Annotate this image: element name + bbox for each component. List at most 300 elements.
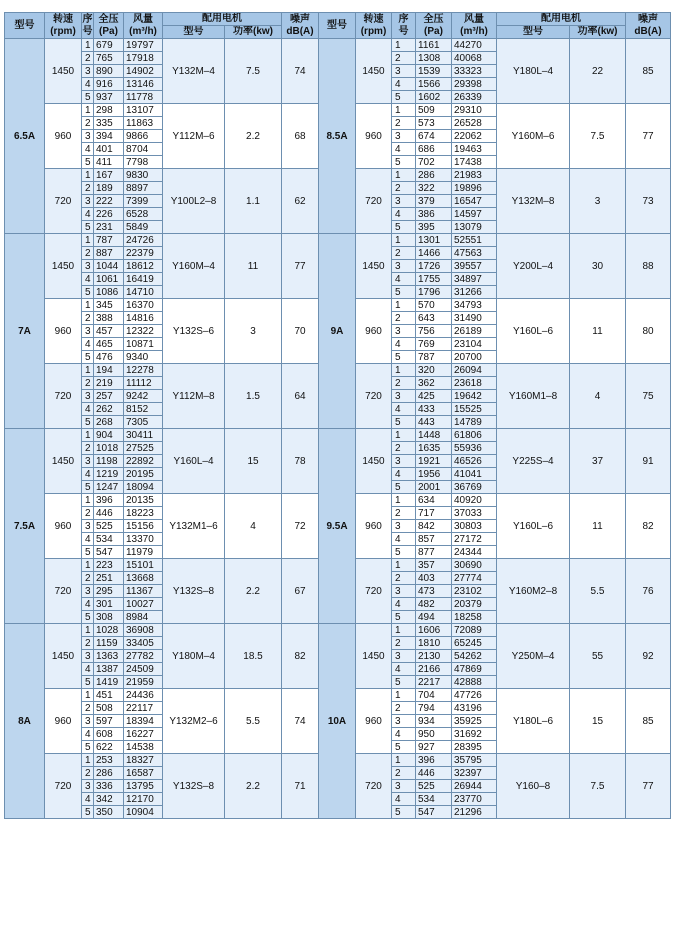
header-motor-model-right: 型号 [497, 26, 570, 39]
flow-m3h: 13107 [124, 104, 163, 117]
row-number: 4 [392, 793, 416, 806]
flow-m3h: 8704 [124, 143, 163, 156]
flow-m3h: 12170 [124, 793, 163, 806]
pressure-pa: 634 [416, 494, 452, 507]
pressure-pa: 717 [416, 507, 452, 520]
speed-rpm: 1450 [45, 39, 82, 104]
motor-model: Y200L–4 [497, 234, 570, 299]
flow-m3h: 31266 [452, 286, 497, 299]
pressure-pa: 443 [416, 416, 452, 429]
noise-db: 88 [626, 234, 671, 299]
row-number: 5 [82, 741, 94, 754]
flow-m3h: 46526 [452, 455, 497, 468]
pressure-pa: 877 [416, 546, 452, 559]
row-number: 1 [82, 559, 94, 572]
row-number: 5 [392, 676, 416, 689]
row-number: 1 [82, 299, 94, 312]
noise-db: 73 [626, 169, 671, 234]
flow-m3h: 16370 [124, 299, 163, 312]
pressure-pa: 1419 [94, 676, 124, 689]
motor-power: 22 [570, 39, 626, 104]
row-number: 2 [82, 637, 94, 650]
motor-model: Y160L–6 [497, 494, 570, 559]
noise-db: 62 [282, 169, 319, 234]
pressure-pa: 482 [416, 598, 452, 611]
flow-m3h: 14789 [452, 416, 497, 429]
table-row [5, 234, 671, 247]
flow-m3h: 29310 [452, 104, 497, 117]
flow-m3h: 18258 [452, 611, 497, 624]
row-number: 4 [82, 403, 94, 416]
flow-m3h: 9340 [124, 351, 163, 364]
flow-m3h: 18612 [124, 260, 163, 273]
motor-power: 7.5 [570, 104, 626, 169]
flow-m3h: 24344 [452, 546, 497, 559]
flow-m3h: 17918 [124, 52, 163, 65]
pressure-pa: 395 [416, 221, 452, 234]
motor-power: 37 [570, 429, 626, 494]
pressure-pa: 794 [416, 702, 452, 715]
flow-m3h: 8152 [124, 403, 163, 416]
row-number: 1 [392, 624, 416, 637]
flow-m3h: 13668 [124, 572, 163, 585]
flow-m3h: 18094 [124, 481, 163, 494]
header-seq-label: 序 [82, 13, 93, 25]
header-motor-model: 型号 [163, 26, 225, 39]
row-number: 4 [392, 598, 416, 611]
row-number: 2 [82, 767, 94, 780]
header-flow-label: 风量 [133, 13, 153, 25]
speed-rpm: 1450 [356, 429, 392, 494]
pressure-pa: 394 [94, 130, 124, 143]
row-number: 2 [82, 377, 94, 390]
flow-m3h: 33405 [124, 637, 163, 650]
pressure-pa: 286 [416, 169, 452, 182]
row-number: 4 [392, 403, 416, 416]
flow-m3h: 9830 [124, 169, 163, 182]
speed-rpm: 960 [356, 299, 392, 364]
header-seq-label: 序 [398, 13, 409, 25]
row-number: 4 [392, 533, 416, 546]
row-number: 2 [392, 442, 416, 455]
pressure-pa: 1247 [94, 481, 124, 494]
speed-rpm: 960 [45, 299, 82, 364]
header-pressure-unit: (Pa) [424, 25, 443, 37]
pressure-pa: 465 [94, 338, 124, 351]
flow-m3h: 12322 [124, 325, 163, 338]
flow-m3h: 30411 [124, 429, 163, 442]
header-motor-right: 配用电机 [497, 13, 626, 26]
header-seq-right [392, 13, 416, 39]
pressure-pa: 189 [94, 182, 124, 195]
pressure-pa: 1018 [94, 442, 124, 455]
row-number: 1 [392, 364, 416, 377]
noise-db: 85 [626, 689, 671, 754]
pressure-pa: 308 [94, 611, 124, 624]
flow-m3h: 26339 [452, 91, 497, 104]
fan-model: 6.5A [5, 39, 45, 234]
row-number: 3 [82, 325, 94, 338]
pressure-pa: 336 [94, 780, 124, 793]
pressure-pa: 622 [94, 741, 124, 754]
row-number: 4 [82, 468, 94, 481]
row-number: 1 [392, 559, 416, 572]
pressure-pa: 350 [94, 806, 124, 819]
flow-m3h: 9242 [124, 390, 163, 403]
flow-m3h: 37033 [452, 507, 497, 520]
pressure-pa: 842 [416, 520, 452, 533]
header-seq-label-2: 号 [398, 25, 409, 37]
motor-model: Y112M–8 [163, 364, 225, 429]
row-number: 3 [82, 260, 94, 273]
flow-m3h: 7399 [124, 195, 163, 208]
row-number: 4 [82, 663, 94, 676]
flow-m3h: 47869 [452, 663, 497, 676]
row-number: 3 [392, 65, 416, 78]
pressure-pa: 1539 [416, 65, 452, 78]
flow-m3h: 13795 [124, 780, 163, 793]
pressure-pa: 534 [94, 533, 124, 546]
header-model-right: 型号 [319, 13, 356, 39]
flow-m3h: 19642 [452, 390, 497, 403]
pressure-pa: 927 [416, 741, 452, 754]
row-number: 4 [392, 338, 416, 351]
flow-m3h: 30690 [452, 559, 497, 572]
noise-db: 82 [282, 624, 319, 689]
pressure-pa: 322 [416, 182, 452, 195]
noise-db: 74 [282, 39, 319, 104]
flow-m3h: 52551 [452, 234, 497, 247]
pressure-pa: 1448 [416, 429, 452, 442]
header-flow-unit: (m³/h) [460, 25, 488, 37]
pressure-pa: 1726 [416, 260, 452, 273]
flow-m3h: 54262 [452, 650, 497, 663]
flow-m3h: 19896 [452, 182, 497, 195]
row-number: 2 [392, 767, 416, 780]
row-number: 5 [82, 611, 94, 624]
table-row [5, 39, 671, 52]
motor-power: 4 [225, 494, 282, 559]
pressure-pa: 686 [416, 143, 452, 156]
pressure-pa: 608 [94, 728, 124, 741]
motor-power: 15 [225, 429, 282, 494]
row-number: 5 [392, 156, 416, 169]
pressure-pa: 1606 [416, 624, 452, 637]
header-speed-unit: (rpm) [50, 25, 76, 37]
flow-m3h: 47726 [452, 689, 497, 702]
motor-power: 55 [570, 624, 626, 689]
pressure-pa: 262 [94, 403, 124, 416]
motor-model: Y250M–4 [497, 624, 570, 689]
row-number: 1 [392, 169, 416, 182]
header-flow-unit: (m³/h) [129, 25, 157, 37]
flow-m3h: 44270 [452, 39, 497, 52]
pressure-pa: 1363 [94, 650, 124, 663]
flow-m3h: 39557 [452, 260, 497, 273]
pressure-pa: 1198 [94, 455, 124, 468]
speed-rpm: 960 [45, 494, 82, 559]
row-number: 1 [392, 234, 416, 247]
pressure-pa: 508 [94, 702, 124, 715]
row-number: 4 [82, 598, 94, 611]
noise-db: 82 [626, 494, 671, 559]
pressure-pa: 301 [94, 598, 124, 611]
row-number: 4 [392, 208, 416, 221]
flow-m3h: 15156 [124, 520, 163, 533]
row-number: 5 [392, 416, 416, 429]
row-number: 4 [82, 338, 94, 351]
pressure-pa: 1028 [94, 624, 124, 637]
fan-model: 10A [319, 624, 356, 819]
flow-m3h: 72089 [452, 624, 497, 637]
flow-m3h: 10904 [124, 806, 163, 819]
row-number: 3 [82, 130, 94, 143]
row-number: 2 [82, 117, 94, 130]
noise-db: 72 [282, 494, 319, 559]
pressure-pa: 570 [416, 299, 452, 312]
pressure-pa: 286 [94, 767, 124, 780]
row-number: 3 [392, 715, 416, 728]
flow-m3h: 27172 [452, 533, 497, 546]
speed-rpm: 960 [356, 494, 392, 559]
pressure-pa: 2130 [416, 650, 452, 663]
motor-model: Y132M–8 [497, 169, 570, 234]
pressure-pa: 2001 [416, 481, 452, 494]
pressure-pa: 934 [416, 715, 452, 728]
flow-m3h: 11367 [124, 585, 163, 598]
row-number: 3 [392, 520, 416, 533]
pressure-pa: 446 [416, 767, 452, 780]
pressure-pa: 1602 [416, 91, 452, 104]
header-seq [82, 13, 94, 39]
row-number: 4 [392, 663, 416, 676]
pressure-pa: 1044 [94, 260, 124, 273]
row-number: 5 [392, 806, 416, 819]
pressure-pa: 362 [416, 377, 452, 390]
row-number: 3 [82, 390, 94, 403]
flow-m3h: 35795 [452, 754, 497, 767]
noise-db: 76 [626, 559, 671, 624]
speed-rpm: 960 [45, 104, 82, 169]
pressure-pa: 887 [94, 247, 124, 260]
speed-rpm: 1450 [45, 624, 82, 689]
row-number: 4 [392, 468, 416, 481]
row-number: 1 [82, 429, 94, 442]
flow-m3h: 55936 [452, 442, 497, 455]
row-number: 1 [82, 494, 94, 507]
row-number: 3 [392, 130, 416, 143]
motor-power: 11 [570, 299, 626, 364]
pressure-pa: 342 [94, 793, 124, 806]
motor-power: 3 [225, 299, 282, 364]
row-number: 2 [82, 247, 94, 260]
flow-m3h: 61806 [452, 429, 497, 442]
header-power-right: 功率(kw) [570, 26, 626, 39]
row-number: 2 [82, 572, 94, 585]
row-number: 4 [82, 208, 94, 221]
pressure-pa: 756 [416, 325, 452, 338]
flow-m3h: 15101 [124, 559, 163, 572]
row-number: 5 [392, 546, 416, 559]
row-number: 5 [82, 676, 94, 689]
row-number: 5 [82, 91, 94, 104]
speed-rpm: 1450 [45, 234, 82, 299]
flow-m3h: 16419 [124, 273, 163, 286]
pressure-pa: 1086 [94, 286, 124, 299]
flow-m3h: 40068 [452, 52, 497, 65]
pressure-pa: 890 [94, 65, 124, 78]
motor-power: 5.5 [225, 689, 282, 754]
flow-m3h: 10871 [124, 338, 163, 351]
pressure-pa: 1566 [416, 78, 452, 91]
noise-db: 75 [626, 364, 671, 429]
pressure-pa: 1161 [416, 39, 452, 52]
speed-rpm: 1450 [45, 429, 82, 494]
row-number: 5 [392, 286, 416, 299]
pressure-pa: 335 [94, 117, 124, 130]
motor-power: 1.1 [225, 169, 282, 234]
row-number: 1 [392, 39, 416, 52]
header-pressure-right [416, 13, 452, 39]
flow-m3h: 20135 [124, 494, 163, 507]
flow-m3h: 47563 [452, 247, 497, 260]
row-number: 5 [82, 806, 94, 819]
noise-db: 74 [282, 689, 319, 754]
pressure-pa: 253 [94, 754, 124, 767]
row-number: 4 [392, 728, 416, 741]
pressure-pa: 547 [94, 546, 124, 559]
header-power: 功率(kw) [225, 26, 282, 39]
speed-rpm: 720 [356, 559, 392, 624]
fan-model: 7A [5, 234, 45, 429]
pressure-pa: 268 [94, 416, 124, 429]
flow-m3h: 33323 [452, 65, 497, 78]
pressure-pa: 1755 [416, 273, 452, 286]
flow-m3h: 34793 [452, 299, 497, 312]
flow-m3h: 40920 [452, 494, 497, 507]
flow-m3h: 27525 [124, 442, 163, 455]
pressure-pa: 167 [94, 169, 124, 182]
pressure-pa: 231 [94, 221, 124, 234]
flow-m3h: 31490 [452, 312, 497, 325]
pressure-pa: 357 [416, 559, 452, 572]
pressure-pa: 1159 [94, 637, 124, 650]
row-number: 5 [82, 416, 94, 429]
row-number: 2 [82, 442, 94, 455]
speed-rpm: 720 [356, 169, 392, 234]
flow-m3h: 22892 [124, 455, 163, 468]
row-number: 1 [82, 234, 94, 247]
motor-model: Y112M–6 [163, 104, 225, 169]
header-noise-unit: dB(A) [634, 25, 662, 37]
motor-model: Y132M–4 [163, 39, 225, 104]
motor-power: 11 [225, 234, 282, 299]
flow-m3h: 13146 [124, 78, 163, 91]
flow-m3h: 23104 [452, 338, 497, 351]
flow-m3h: 34897 [452, 273, 497, 286]
noise-db: 64 [282, 364, 319, 429]
motor-power: 3 [570, 169, 626, 234]
motor-model: Y132S–8 [163, 754, 225, 819]
pressure-pa: 547 [416, 806, 452, 819]
row-number: 4 [82, 273, 94, 286]
flow-m3h: 27774 [452, 572, 497, 585]
pressure-pa: 298 [94, 104, 124, 117]
header-speed [45, 13, 82, 39]
header-noise-label: 噪声 [290, 13, 310, 25]
header-model: 型号 [5, 13, 45, 39]
pressure-pa: 509 [416, 104, 452, 117]
row-number: 3 [392, 260, 416, 273]
pressure-pa: 1061 [94, 273, 124, 286]
pressure-pa: 787 [416, 351, 452, 364]
flow-m3h: 16547 [452, 195, 497, 208]
pressure-pa: 411 [94, 156, 124, 169]
fan-model: 8.5A [319, 39, 356, 234]
flow-m3h: 14597 [452, 208, 497, 221]
flow-m3h: 6528 [124, 208, 163, 221]
flow-m3h: 26189 [452, 325, 497, 338]
pressure-pa: 1921 [416, 455, 452, 468]
motor-model: Y132S–6 [163, 299, 225, 364]
row-number: 3 [82, 455, 94, 468]
header-noise [282, 13, 319, 39]
row-number: 3 [82, 65, 94, 78]
noise-db: 68 [282, 104, 319, 169]
motor-power: 2.2 [225, 104, 282, 169]
noise-db: 92 [626, 624, 671, 689]
noise-db: 78 [282, 429, 319, 494]
row-number: 5 [82, 481, 94, 494]
row-number: 3 [82, 585, 94, 598]
pressure-pa: 295 [94, 585, 124, 598]
flow-m3h: 41041 [452, 468, 497, 481]
pressure-pa: 1810 [416, 637, 452, 650]
pressure-pa: 401 [94, 143, 124, 156]
motor-power: 2.2 [225, 559, 282, 624]
row-number: 4 [82, 78, 94, 91]
row-number: 4 [392, 143, 416, 156]
pressure-pa: 1301 [416, 234, 452, 247]
row-number: 3 [392, 325, 416, 338]
flow-m3h: 32397 [452, 767, 497, 780]
noise-db: 70 [282, 299, 319, 364]
row-number: 2 [392, 637, 416, 650]
motor-power: 11 [570, 494, 626, 559]
pressure-pa: 219 [94, 377, 124, 390]
speed-rpm: 720 [45, 754, 82, 819]
flow-m3h: 23618 [452, 377, 497, 390]
flow-m3h: 22379 [124, 247, 163, 260]
speed-rpm: 960 [45, 689, 82, 754]
speed-rpm: 1450 [356, 39, 392, 104]
row-number: 3 [82, 780, 94, 793]
flow-m3h: 18223 [124, 507, 163, 520]
noise-db: 71 [282, 754, 319, 819]
row-number: 2 [82, 312, 94, 325]
flow-m3h: 5849 [124, 221, 163, 234]
row-number: 5 [82, 546, 94, 559]
fan-model: 9A [319, 234, 356, 429]
row-number: 2 [392, 507, 416, 520]
pressure-pa: 403 [416, 572, 452, 585]
pressure-pa: 396 [416, 754, 452, 767]
flow-m3h: 18327 [124, 754, 163, 767]
motor-model: Y160M1–8 [497, 364, 570, 429]
speed-rpm: 1450 [356, 234, 392, 299]
flow-m3h: 22117 [124, 702, 163, 715]
noise-db: 67 [282, 559, 319, 624]
